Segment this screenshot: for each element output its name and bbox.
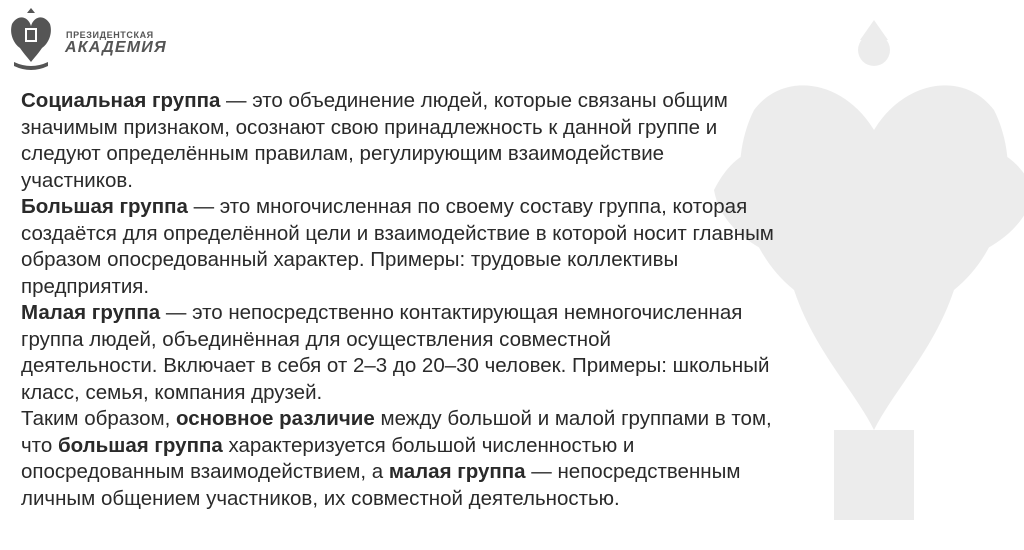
logo-text-line2: АКАДЕМИЯ xyxy=(65,39,167,56)
logo-text-line1: ПРЕЗИДЕНТСКАЯ xyxy=(66,30,154,40)
bold-term: большая группа xyxy=(57,433,223,457)
text-line xyxy=(21,141,921,168)
text-line xyxy=(21,353,921,380)
text-segment: следуют определённым правилам, регулирующим взаимодействие xyxy=(21,142,665,165)
text-segment: — это непосредственно контактирующая немногочисленная xyxy=(160,301,743,324)
text-line xyxy=(21,486,921,513)
paragraph xyxy=(21,300,921,406)
text-segment: класс, семья, компания друзей. xyxy=(21,380,323,404)
bold-term: малая группа xyxy=(388,460,526,483)
text-segment: что xyxy=(21,433,58,457)
text-segment: — это многочисленная по своему составу группа, которая xyxy=(187,195,748,218)
text-segment: образом опосредованный характер. Примеры: трудовые коллективы xyxy=(21,248,679,271)
text-line xyxy=(21,433,921,460)
bold-term: Малая группа xyxy=(21,301,161,324)
text-line xyxy=(21,406,921,433)
text-segment: — это объединение людей, которые связаны общим xyxy=(220,89,728,112)
text-segment: деятельности. Включает в себя от 2–3 до 20–30 человек. Примеры: школьный xyxy=(21,354,770,377)
text-segment: значимым признаком, осознают свою принадлежность к данной группе и xyxy=(21,115,718,139)
text-segment: участников. xyxy=(21,168,133,192)
text-segment: между большой и малой группами в том, xyxy=(374,407,772,430)
bold-term: Социальная группа xyxy=(21,89,221,112)
paragraph xyxy=(21,194,921,300)
bold-term: Большая группа xyxy=(21,195,188,218)
academy-eagle-icon xyxy=(6,4,56,70)
text-segment: создаётся для определённой цели и взаимодействие в которой носит главным xyxy=(21,221,774,245)
text-segment: группа людей, объединённая для осуществления совместной xyxy=(21,327,611,351)
text-line xyxy=(21,168,921,195)
slide-body-text xyxy=(21,88,921,512)
text-line xyxy=(21,327,921,354)
text-segment: — непосредственным xyxy=(525,460,741,483)
text-line xyxy=(21,300,921,327)
text-line xyxy=(21,459,921,486)
paragraph xyxy=(21,406,921,512)
bold-term: основное различие xyxy=(175,407,375,430)
text-segment: Таким образом, xyxy=(21,407,176,430)
text-segment: предприятия. xyxy=(21,274,150,298)
text-line xyxy=(21,115,921,142)
academy-logo xyxy=(6,4,206,70)
text-line xyxy=(21,274,921,301)
paragraph xyxy=(21,88,921,194)
text-line xyxy=(21,88,921,115)
text-segment: личным общением участников, их совместной деятельностью. xyxy=(21,486,620,510)
text-line xyxy=(21,221,921,248)
text-segment: характеризуется большой численностью и xyxy=(222,433,635,457)
text-line xyxy=(21,247,921,274)
text-segment: опосредованным взаимодействием, а xyxy=(21,460,389,483)
text-line xyxy=(21,380,921,407)
text-line xyxy=(21,194,921,221)
